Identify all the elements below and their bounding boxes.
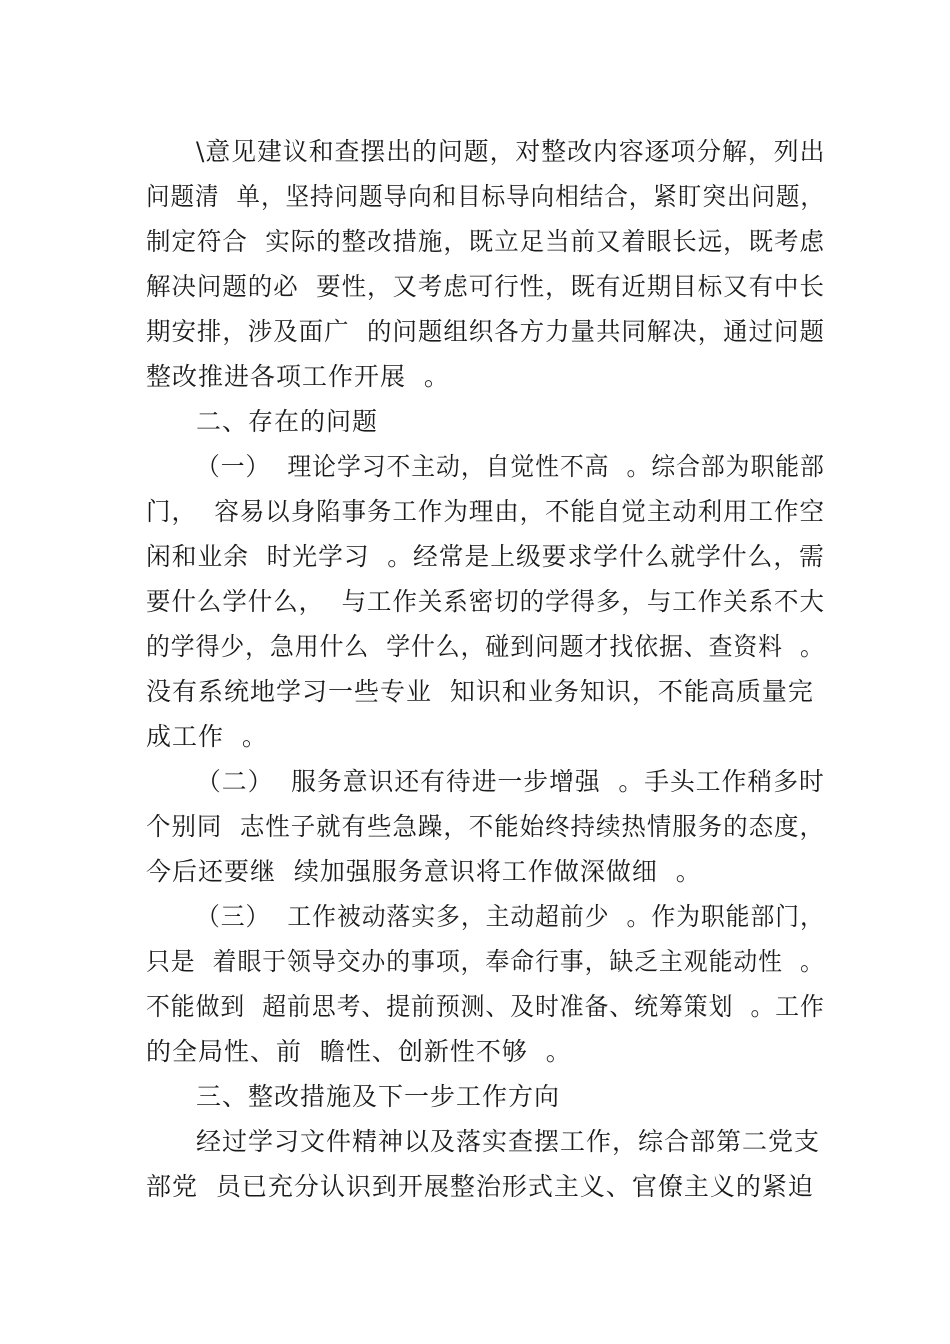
text-line: 没有系统地学习一些专业 知识和业务知识，不能高质量完: [146, 677, 814, 706]
text-line: 的学得少，急用什么 学什么，碰到问题才找依据、查资料 。: [146, 632, 825, 661]
text-line: 要什么学什么， 与工作关系密切的学得多，与工作关系不大: [146, 587, 825, 616]
text-line: 解决问题的必 要性，又考虑可行性，既有近期目标又有中长: [146, 272, 825, 301]
text-line: 成工作 。: [146, 722, 268, 751]
text-line: 制定符合 实际的整改措施，既立足当前又着眼长远，既考虑: [146, 227, 825, 256]
text-line: 门， 容易以身陷事务工作为理由，不能自觉主动利用工作空: [146, 497, 825, 526]
text-line: 问题清 单，坚持问题导向和目标导向相结合，紧盯突出问题，: [146, 182, 825, 211]
text-line: （三） 工作被动落实多，主动超前少 。作为职能部门，: [196, 902, 825, 931]
text-line: 今后还要继 续加强服务意识将工作做深做细 。: [146, 857, 702, 886]
text-line: 的全局性、前 瞻性、创新性不够 。: [146, 1037, 572, 1066]
text-line: 个别同 志性子就有些急躁，不能始终持续热情服务的态度，: [146, 812, 825, 841]
text-line: 闲和业余 时光学习 。经常是上级要求学什么就学什么，需: [146, 542, 825, 571]
text-line: （二） 服务意识还有待进一步增强 。手头工作稍多时: [196, 767, 825, 796]
text-line: 只是 着眼于领导交办的事项，奉命行事，缺乏主观能动性 。: [146, 947, 825, 976]
text-line: 期安排，涉及面广 的问题组织各方力量共同解决，通过问题: [146, 317, 825, 346]
text-line: 经过学习文件精神以及落实查摆工作，综合部第二党支: [196, 1127, 821, 1156]
text-line: \意见建议和查摆出的问题，对整改内容逐项分解，列出: [196, 137, 826, 166]
text-line: 整改推进各项工作开展 。: [146, 362, 450, 391]
section-heading: 二、存在的问题: [196, 407, 379, 436]
text-line: 不能做到 超前思考、提前预测、及时准备、统筹策划 。工作: [146, 992, 825, 1021]
section-heading: 三、整改措施及下一步工作方向: [196, 1082, 561, 1111]
text-line: （一） 理论学习不主动，自觉性不高 。综合部为职能部: [196, 452, 825, 481]
text-line: 部党 员已充分认识到开展整治形式主义、官僚主义的紧迫: [146, 1172, 814, 1201]
